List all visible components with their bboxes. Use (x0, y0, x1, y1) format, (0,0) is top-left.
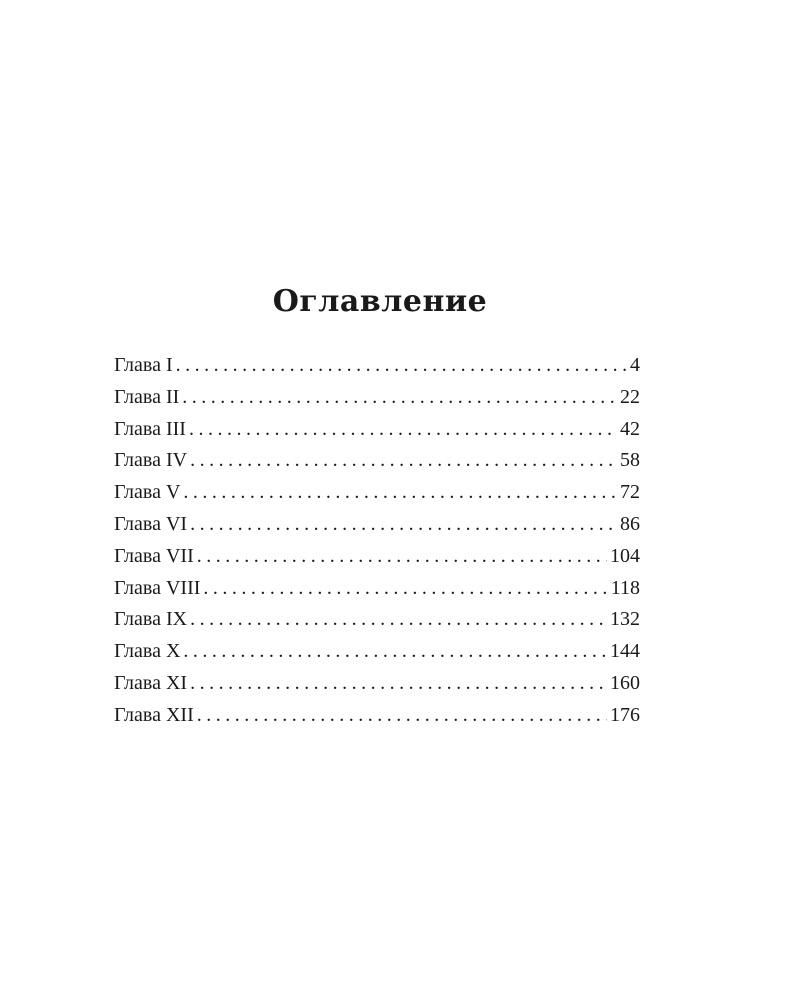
chapter-label: Глава IV (114, 449, 188, 472)
toc-entry (114, 604, 640, 636)
chapter-label: Глава II (114, 385, 180, 408)
page-number: 42 (620, 417, 640, 440)
page-number: 118 (610, 576, 640, 599)
page-number: 176 (610, 703, 640, 726)
toc-entry (114, 509, 640, 541)
toc-entry (114, 445, 640, 477)
page-number: 22 (620, 385, 640, 408)
dot-leader (189, 414, 617, 446)
chapter-label: Глава X (114, 640, 181, 663)
dot-leader (190, 509, 617, 541)
page-number: 72 (620, 481, 640, 504)
toc-entry (114, 573, 640, 605)
page-number: 104 (610, 544, 640, 567)
dot-leader (197, 700, 607, 732)
dot-leader (197, 541, 607, 573)
page-number: 58 (620, 449, 640, 472)
chapter-label: Глава XI (114, 671, 188, 694)
page-number: 86 (620, 512, 640, 535)
page-number: 144 (610, 640, 640, 663)
page-number: 132 (610, 608, 640, 631)
dot-leader (182, 382, 617, 414)
toc-entry (114, 382, 640, 414)
dot-leader (176, 350, 627, 382)
chapter-label: Глава III (114, 417, 186, 440)
chapter-label: Глава VI (114, 512, 188, 535)
toc-entry (114, 541, 640, 573)
chapter-label: Глава VIII (114, 576, 201, 599)
toc-entry (114, 350, 640, 382)
dot-leader (190, 445, 617, 477)
toc-entry (114, 636, 640, 668)
chapter-label: Глава V (114, 481, 181, 504)
dot-leader (203, 573, 607, 605)
toc-entry (114, 477, 640, 509)
page-number: 160 (610, 671, 640, 694)
chapter-label: Глава I (114, 354, 173, 376)
dot-leader (190, 604, 607, 636)
toc-entry (114, 700, 640, 732)
toc-entry (114, 414, 640, 446)
dot-leader (190, 668, 607, 700)
table-of-contents (114, 350, 640, 732)
dot-leader (183, 636, 607, 668)
chapter-label: Глава VII (114, 544, 194, 567)
chapter-label: Глава IX (114, 608, 188, 631)
page-number: 4 (630, 354, 640, 376)
chapter-label: Глава XII (114, 703, 194, 726)
dot-leader (183, 477, 617, 509)
toc-entry (114, 668, 640, 700)
page-title: Оглавление (272, 284, 488, 319)
